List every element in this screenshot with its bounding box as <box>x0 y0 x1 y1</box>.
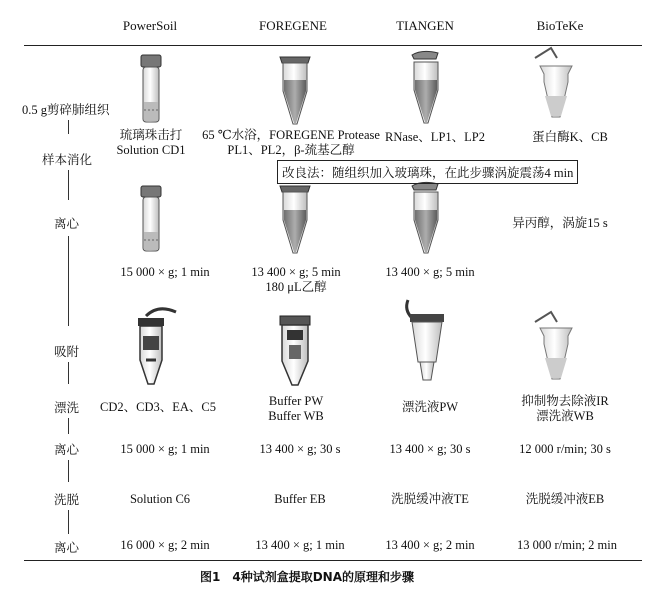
bioteke-rinse-line-1: 抑制物去除液IR <box>521 394 609 408</box>
step-digest: 样本消化 <box>42 153 93 167</box>
powersoil-rinse-text: CD2、CD3、EA、C5 <box>100 400 216 414</box>
step-centrifuge-2: 离心 <box>54 443 80 457</box>
powersoil-centrifuge2-text: 15 000 × g; 1 min <box>120 442 210 456</box>
header-bioteke: BioTeKe <box>536 18 584 33</box>
footer-rule <box>24 560 642 561</box>
powersoil-centrifuge1-text: 15 000 × g; 1 min <box>120 265 210 279</box>
tiangen-tube-after-spin-icon <box>412 182 438 253</box>
foregene-conical-tube-icon <box>280 57 310 124</box>
tiangen-conical-tube-icon <box>412 51 438 123</box>
bioteke-spin-column-icon <box>535 312 572 379</box>
header-foregene: FOREGENE <box>259 18 327 33</box>
tiangen-centrifuge3-text: 13 400 × g; 2 min <box>385 538 475 552</box>
foregene-centrifuge1-line-1: 13 400 × g; 5 min <box>251 265 341 279</box>
powersoil-digest-line-1: 琉璃珠击打 <box>119 128 183 142</box>
powersoil-digest-line-2: Solution CD1 <box>116 143 186 157</box>
step-centrifuge-1: 离心 <box>54 217 80 231</box>
tiangen-elute-text: 洗脱缓冲液TE <box>391 492 469 506</box>
bioteke-rinse-line-2: 漂洗液WB <box>536 409 594 423</box>
step-elute: 洗脱 <box>54 493 80 507</box>
foregene-rinse-line-1: Buffer PW <box>268 394 324 408</box>
foregene-centrifuge1-line-2: 180 μL乙醇 <box>265 280 327 294</box>
foregene-digest-line-2: PL1、PL2，β-巯基乙醇 <box>227 143 355 157</box>
figure-caption: 图1 4种试剂盒提取DNA的原理和步骤 <box>200 570 414 584</box>
powersoil-bead-tube-icon <box>141 55 161 122</box>
bioteke-centrifuge1-text: 异丙醇，涡旋15 s <box>512 216 608 230</box>
bioteke-elute-text: 洗脱缓冲液EB <box>525 492 605 506</box>
bioteke-digest-text: 蛋白酶K、CB <box>532 130 608 144</box>
bioteke-centrifuge3-text: 13 000 r/min; 2 min <box>517 538 617 552</box>
foregene-spin-column-icon <box>280 316 310 385</box>
bioteke-rinse-text <box>510 394 620 424</box>
powersoil-digest-text <box>105 128 197 158</box>
powersoil-tube-after-spin-icon <box>141 186 161 251</box>
tiangen-centrifuge1-text: 13 400 × g; 5 min <box>385 265 475 279</box>
tiangen-centrifuge2-text: 13 400 × g; 30 s <box>389 442 471 456</box>
tiangen-digest-text: RNase、LP1、LP2 <box>384 130 485 144</box>
header-powersoil: PowerSoil <box>122 18 178 33</box>
foregene-digest-line-1: 65 ℃水浴，FOREGENE Protease <box>202 128 380 142</box>
improvement-note: 改良法：随组织加入玻璃珠，在此步骤涡旋震荡4 min <box>277 160 578 184</box>
foregene-centrifuge2-text: 13 400 × g; 30 s <box>259 442 341 456</box>
foregene-centrifuge1-text <box>250 265 342 295</box>
header-tiangen: TIANGEN <box>396 18 454 33</box>
foregene-rinse-text <box>250 394 342 424</box>
tiangen-spin-column-icon <box>407 300 444 380</box>
foregene-tube-after-spin-icon <box>280 186 310 253</box>
powersoil-spin-column-icon <box>138 309 176 384</box>
step-centrifuge-3: 离心 <box>54 541 80 555</box>
powersoil-centrifuge3-text: 16 000 × g; 2 min <box>120 538 210 552</box>
powersoil-elute-text: Solution C6 <box>129 492 191 506</box>
foregene-rinse-line-2: Buffer WB <box>268 409 324 423</box>
step-adsorb: 吸附 <box>54 345 80 359</box>
foregene-elute-text: Buffer EB <box>274 492 326 506</box>
foregene-digest-text <box>198 128 384 158</box>
tiangen-rinse-text: 漂洗液PW <box>401 400 459 414</box>
bioteke-microtube-icon <box>535 48 572 117</box>
bioteke-centrifuge2-text: 12 000 r/min; 30 s <box>519 442 611 456</box>
step-rinse: 漂洗 <box>54 401 80 415</box>
step-sample: 0.5 g剪碎肺组织 <box>22 103 110 117</box>
foregene-centrifuge3-text: 13 400 × g; 1 min <box>255 538 345 552</box>
